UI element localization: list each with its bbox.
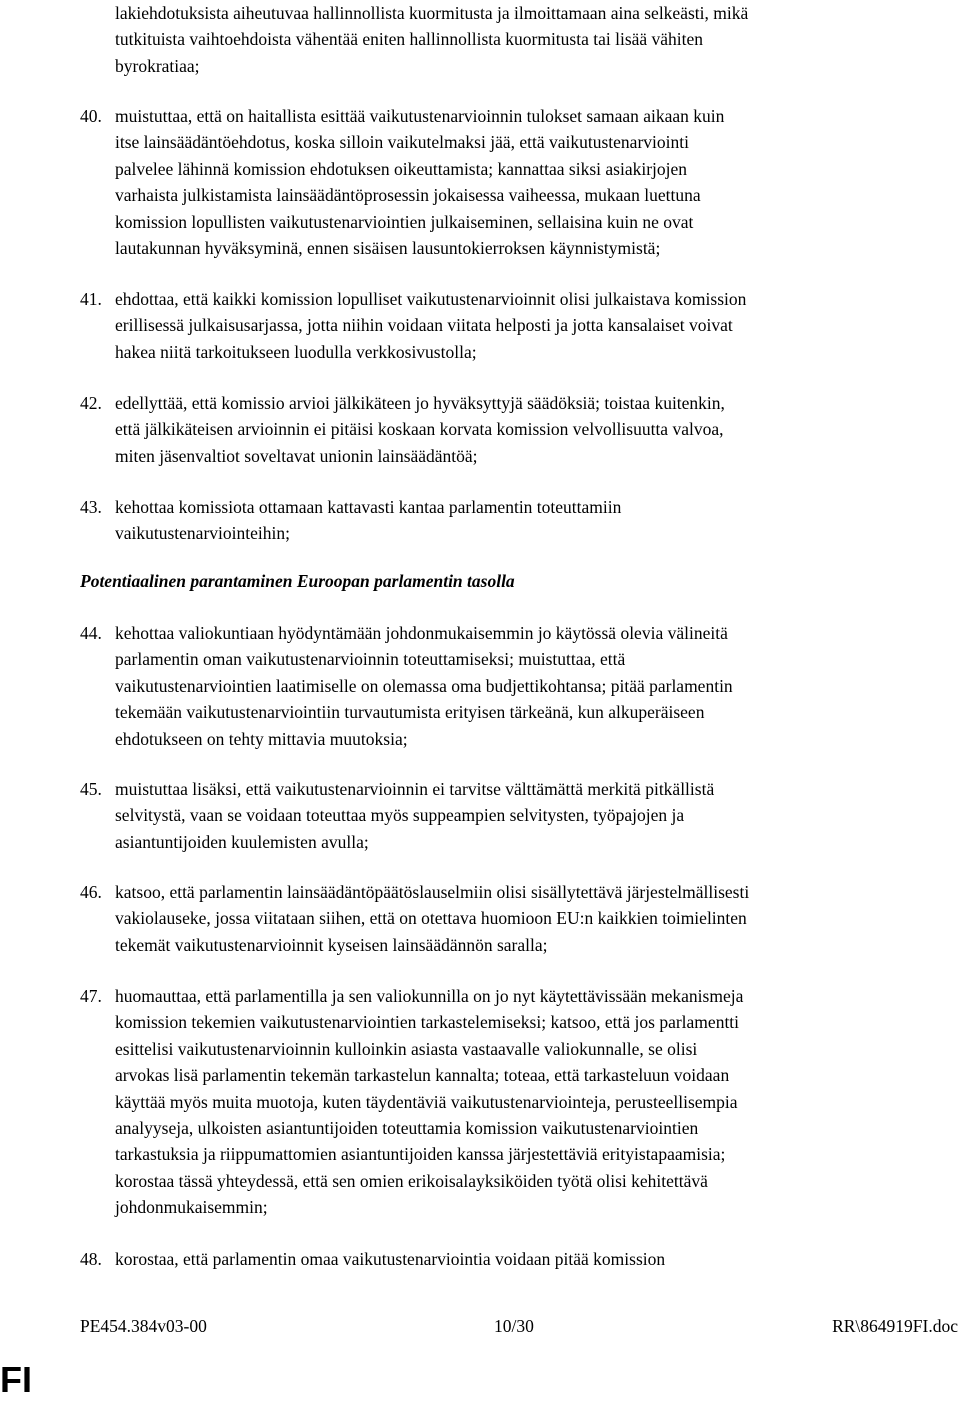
paragraph-41 bbox=[80, 286, 960, 365]
section-heading: Potentiaalinen parantaminen Euroopan parlamentin tasolla bbox=[80, 571, 515, 591]
text-line: itse lainsäädäntöehdotus, koska silloin vaikutelmaksi jää, että vaikutustenarviointi bbox=[115, 132, 689, 153]
paragraph-text bbox=[115, 879, 960, 958]
paragraph-text bbox=[115, 1246, 960, 1272]
page-number: 10/30 bbox=[494, 1316, 534, 1336]
paragraph-48 bbox=[80, 1246, 960, 1272]
text-line: komission tekemien vaikutustenarviointien tarkastelemiseksi; katsoo, että jos parlamentti bbox=[115, 1012, 740, 1033]
page-footer bbox=[80, 1313, 958, 1339]
paragraph-number: 40. bbox=[80, 106, 102, 126]
text-line: katsoo, että parlamentin lainsäädäntöpäätöslauselmiin olisi sisällytettävä järjestelmällisesti bbox=[115, 882, 750, 902]
text-line: johdonmukaisemmin; bbox=[115, 1197, 268, 1218]
text-line: lautakunnan hyväksyminä, ennen sisäisen lausuntokierroksen käynnistymistä; bbox=[115, 238, 661, 259]
text-line: byrokratiaa; bbox=[115, 55, 200, 76]
paragraph-number: 42. bbox=[80, 393, 102, 413]
text-line: käyttää myös muita muotoja, kuten täydentäviä vaikutustenarviointeja, perusteellisempia bbox=[115, 1091, 738, 1112]
text-line: varhaista julkistamista lainsäädäntöprosessin jokaisessa vaiheessa, mukaan luettuna bbox=[115, 185, 701, 206]
paragraph-42 bbox=[80, 390, 960, 469]
paragraph-number: 45. bbox=[80, 779, 102, 799]
text-line: kehottaa komissiota ottamaan kattavasti kantaa parlamentin toteuttamiin bbox=[115, 497, 622, 517]
text-line: vakiolauseke, jossa viitataan siihen, että on otettava huomioon EU:n kaikkien toimielinten bbox=[115, 908, 747, 929]
text-line: miten jäsenvaltiot soveltavat unionin lainsäädäntöä; bbox=[115, 445, 478, 466]
paragraph-44 bbox=[80, 620, 960, 752]
text-line: että jälkikäteisen arvioinnin ei pitäisi koskaan korvata komission velvollisuutta valvoa, bbox=[115, 419, 724, 440]
text-line: muistuttaa lisäksi, että vaikutustenarvioinnin ei tarvitse välttämättä merkitä pitkällistä bbox=[115, 779, 715, 799]
text-line: asiantuntijoiden kuulemisten avulla; bbox=[115, 831, 369, 852]
text-line: vaikutustenarviointeihin; bbox=[115, 523, 290, 544]
paragraph-text bbox=[115, 983, 960, 1221]
paragraph-46 bbox=[80, 879, 960, 958]
text-line: ehdottaa, että kaikki komission lopulliset vaikutustenarvioinnit olisi julkaistava komission bbox=[115, 289, 747, 309]
paragraph-47 bbox=[80, 983, 960, 1221]
text-line: erillisessä julkaisusarjassa, jotta niihin voidaan viitata helposti ja jotta kansalaiset voivat bbox=[115, 315, 733, 336]
text-line: parlamentin oman vaikutustenarvioinnin toteuttamiseksi; muistuttaa, että bbox=[115, 649, 626, 670]
text-line: ehdotukseen on tehty mittavia muutoksia; bbox=[115, 728, 408, 749]
text-line: tarkastuksia ja riippumattomien asiantuntijoiden kanssa järjestettäviä erityistapaamisia; bbox=[115, 1144, 726, 1165]
paragraph-number: 48. bbox=[80, 1249, 102, 1269]
text-line: muistuttaa, että on haitallista esittää vaikutustenarvioinnin tulokset samaan aikaan kuin bbox=[115, 106, 725, 126]
paragraph-number: 41. bbox=[80, 289, 102, 309]
text-line: vaikutustenarviointien laatimiselle on olemassa oma budjettikohtansa; pitää parlamentin bbox=[115, 675, 733, 696]
text-line: komission lopullisten vaikutustenarviointien julkaiseminen, sellaisina kuin ne ovat bbox=[115, 211, 694, 232]
language-code: FI bbox=[0, 1359, 32, 1400]
paragraph-text bbox=[115, 776, 960, 855]
paragraph-number: 46. bbox=[80, 882, 102, 902]
continued-paragraph bbox=[115, 0, 960, 79]
paragraph-number: 44. bbox=[80, 623, 102, 643]
text-line: analyyseja, ulkoisten asiantuntijoiden toteuttamia komission vaikutustenarviointien bbox=[115, 1118, 699, 1139]
text-line: korostaa, että parlamentin omaa vaikutustenarviointia voidaan pitää komission bbox=[115, 1249, 666, 1269]
text-line: arvokas lisä parlamentin tekemän tarkastelun kannalta; toteaa, että tarkasteluun voidaan bbox=[115, 1065, 730, 1086]
text-line: hakea niitä tarkoitukseen luodulla verkkosivustolla; bbox=[115, 341, 477, 362]
paragraph-43 bbox=[80, 494, 960, 547]
text-line: tekemät vaikutustenarvioinnit kyseisen lainsäädännön saralla; bbox=[115, 934, 548, 955]
text-line: tekemään vaikutustenarviointiin turvautumista erityisen tärkeänä, kun alkuperäiseen bbox=[115, 702, 705, 723]
text-line: huomauttaa, että parlamentilla ja sen valiokunnilla on jo nyt käytettävissään mekanismeja bbox=[115, 986, 744, 1006]
text-line: selvitystä, vaan se voidaan toteuttaa myös suppeampien selvitysten, työpajojen ja bbox=[115, 805, 685, 826]
file-name: RR\864919FI.doc bbox=[832, 1316, 958, 1336]
text-line: tutkituista vaihtoehdoista vähentää eniten hallinnollista kuormitusta tai lisää vähiten bbox=[115, 29, 704, 50]
paragraph-45 bbox=[80, 776, 960, 855]
paragraph-text bbox=[115, 103, 960, 261]
text-line: lakiehdotuksista aiheutuvaa hallinnollista kuormitusta ja ilmoittamaan aina selkeästi, mikä bbox=[115, 3, 749, 23]
paragraph-40 bbox=[80, 103, 960, 261]
text-line: palvelee lähinnä komission ehdotuksen oikeuttamista; kannattaa siksi asiakirjojen bbox=[115, 158, 688, 179]
paragraph-text bbox=[115, 390, 960, 469]
paragraph-text bbox=[115, 620, 960, 752]
paragraph-number: 47. bbox=[80, 986, 102, 1006]
text-line: korostaa tässä yhteydessä, että sen omien erikoisalayksiköiden työtä olisi kehitettävä bbox=[115, 1170, 708, 1191]
paragraph-text bbox=[115, 286, 960, 365]
paragraph-text bbox=[115, 494, 960, 547]
text-line: kehottaa valiokuntiaan hyödyntämään johdonmukaisemmin jo käytössä olevia välineitä bbox=[115, 623, 728, 643]
document-reference: PE454.384v03-00 bbox=[80, 1316, 207, 1336]
paragraph-number: 43. bbox=[80, 497, 102, 517]
text-line: edellyttää, että komissio arvioi jälkikäteen jo hyväksyttyjä säädöksiä; toistaa kuitenkin, bbox=[115, 393, 725, 413]
text-line: esittelisi vaikutustenarvioinnin kulloinkin asiasta vastaavalle valiokunnalle, se olisi bbox=[115, 1038, 698, 1059]
